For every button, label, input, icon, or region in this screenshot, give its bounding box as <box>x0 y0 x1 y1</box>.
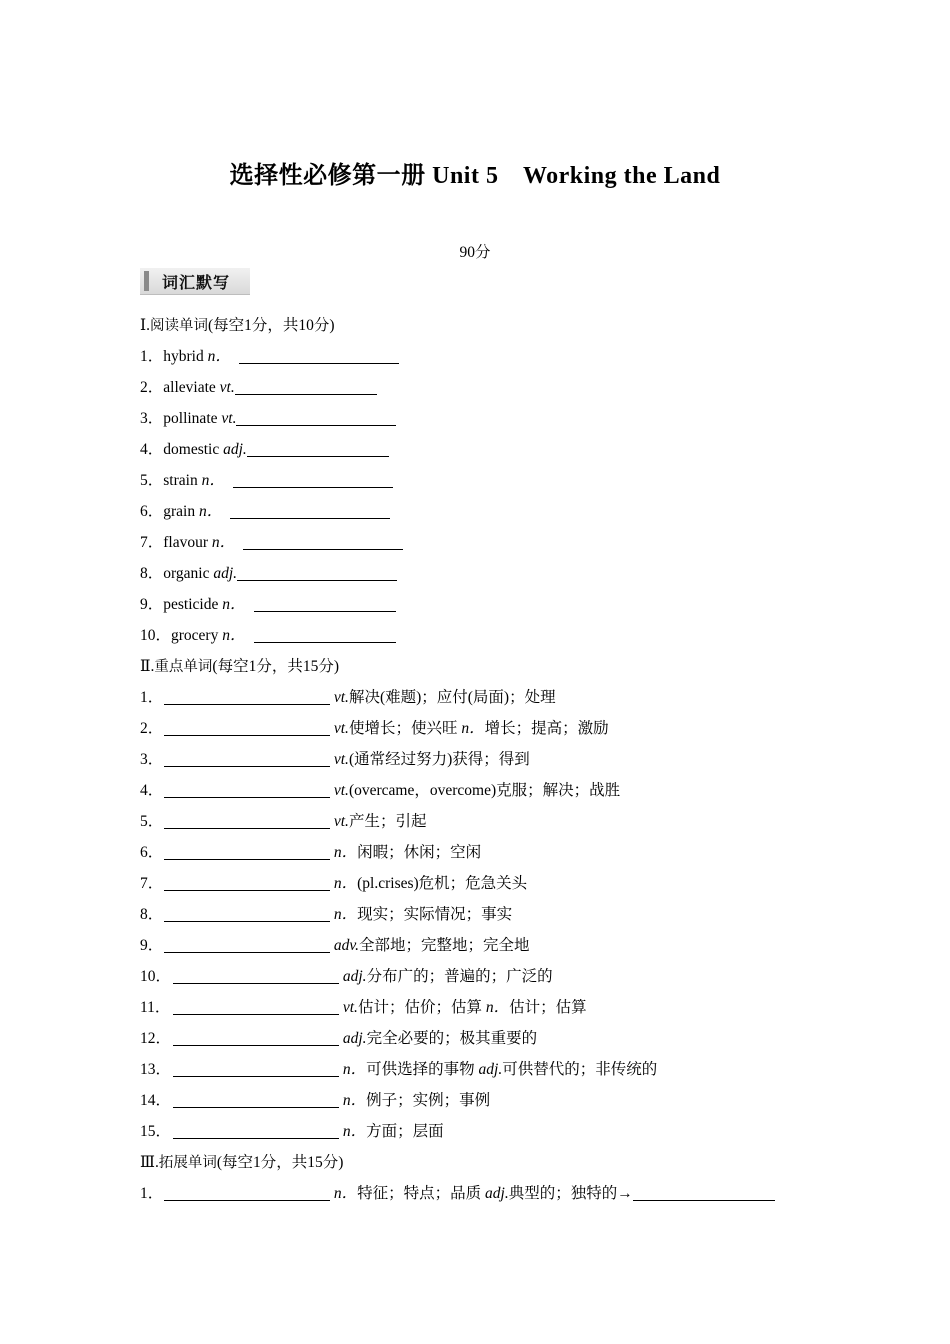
section-header-2 <box>140 651 840 682</box>
answer-blank[interactable] <box>164 749 330 767</box>
item-number: 5． <box>140 813 164 830</box>
item-number: 8． <box>140 906 164 923</box>
list-item <box>140 992 840 1023</box>
answer-blank[interactable] <box>173 966 339 984</box>
answer-blank[interactable] <box>236 408 396 426</box>
item-number: 9． <box>140 596 164 613</box>
list-item <box>140 434 840 465</box>
item-number: 8． <box>140 565 164 582</box>
item-pos-2: n． <box>461 720 485 737</box>
item-meaning: 完全必要的；极其重要的 <box>366 1030 538 1047</box>
item-meaning: 可供选择的事物 <box>366 1061 479 1078</box>
item-number: 2． <box>140 379 164 396</box>
answer-blank[interactable] <box>164 873 330 891</box>
answer-blank[interactable] <box>164 687 330 705</box>
item-meaning-2: 增长；提高；激励 <box>484 720 609 737</box>
item-pos: vt. <box>333 720 349 737</box>
list-item <box>140 868 840 899</box>
item-pos: n． <box>342 1061 367 1078</box>
section-badge <box>140 268 250 295</box>
item-pos: n． <box>333 875 358 892</box>
answer-blank[interactable] <box>173 1090 339 1108</box>
list-item <box>140 837 840 868</box>
section-numeral: Ⅰ. <box>140 317 150 334</box>
list-item <box>140 713 840 744</box>
item-number: 6． <box>140 844 164 861</box>
item-pos-2: adj. <box>485 1185 509 1202</box>
item-meaning: 特征；特点；品质 <box>357 1185 486 1202</box>
list-item <box>140 403 840 434</box>
item-meaning: 例子；实例；事例 <box>366 1092 491 1109</box>
answer-blank[interactable] <box>239 346 399 364</box>
answer-blank[interactable] <box>243 532 403 550</box>
item-number: 3． <box>140 751 164 768</box>
item-number: 7． <box>140 875 164 892</box>
item-pos: n． <box>201 472 225 489</box>
item-pos: n． <box>333 906 358 923</box>
item-pos: vt. <box>333 751 349 768</box>
item-meaning: 解决(难题)；应付(局面)；处理 <box>348 689 556 706</box>
item-pos: n． <box>333 1185 358 1202</box>
item-pos: vt. <box>221 410 237 427</box>
item-meaning: 现实；实际情况；事实 <box>357 906 513 923</box>
exercise-content <box>140 310 840 1209</box>
list-item <box>140 775 840 806</box>
list-item <box>140 465 840 496</box>
item-pos: n． <box>211 534 236 551</box>
item-pos: adj. <box>223 441 247 458</box>
item-word: strain <box>163 472 202 489</box>
answer-blank[interactable] <box>164 935 330 953</box>
list-item <box>140 682 840 713</box>
item-word: flavour <box>163 534 212 551</box>
answer-blank[interactable] <box>237 563 397 581</box>
list-item <box>140 558 840 589</box>
item-number: 6． <box>140 503 164 520</box>
answer-blank[interactable] <box>247 439 389 457</box>
answer-blank[interactable] <box>254 594 396 612</box>
answer-blank[interactable] <box>254 625 396 643</box>
list-item <box>140 496 840 527</box>
list-item <box>140 341 840 372</box>
item-pos: n． <box>222 596 246 613</box>
item-pos: n． <box>199 503 223 520</box>
answer-blank[interactable] <box>164 718 330 736</box>
item-pos: adv. <box>333 937 359 954</box>
item-meaning-2: 典型的；独特的→ <box>508 1185 633 1202</box>
item-number: 15． <box>140 1123 172 1140</box>
section-numeral: Ⅱ. <box>140 658 155 675</box>
list-item <box>140 961 840 992</box>
list-item <box>140 620 840 651</box>
item-meaning: 分布广的；普遍的；广泛的 <box>366 968 553 985</box>
section-name: 阅读单词 <box>150 318 208 334</box>
item-pos-2: adj. <box>478 1061 503 1078</box>
item-number: 5． <box>140 472 164 489</box>
list-item <box>140 1023 840 1054</box>
answer-blank[interactable] <box>233 470 393 488</box>
section-note: (每空1分，共15分) <box>216 1154 344 1171</box>
item-number: 9． <box>140 937 164 954</box>
item-number: 1． <box>140 689 164 706</box>
item-number: 4． <box>140 782 164 799</box>
item-number: 7． <box>140 534 164 551</box>
item-word: pollinate <box>163 410 222 427</box>
item-pos-2: n． <box>485 999 510 1016</box>
item-number: 12． <box>140 1030 172 1047</box>
item-pos: vt. <box>342 999 358 1016</box>
section-name: 重点单词 <box>154 659 213 675</box>
item-pos: n． <box>222 627 246 644</box>
answer-blank[interactable] <box>164 904 330 922</box>
item-word: domestic <box>163 441 224 458</box>
item-meaning: 产生；引起 <box>348 813 427 830</box>
list-item <box>140 589 840 620</box>
list-item <box>140 899 840 930</box>
item-number: 11． <box>140 999 171 1016</box>
section-note: (每空1分，共10分) <box>208 317 335 334</box>
item-word: pesticide <box>163 596 223 613</box>
item-meaning: (通常经过努力)获得；得到 <box>348 751 530 768</box>
answer-blank[interactable] <box>164 780 330 798</box>
item-number: 10． <box>140 968 172 985</box>
item-pos: adj. <box>342 1030 367 1047</box>
answer-blank[interactable] <box>235 377 377 395</box>
item-word: grocery <box>171 627 223 644</box>
list-item <box>140 930 840 961</box>
item-pos: vt. <box>219 379 235 396</box>
section-name: 拓展单词 <box>158 1155 217 1171</box>
answer-blank[interactable] <box>164 1183 330 1201</box>
answer-blank[interactable] <box>164 811 330 829</box>
item-pos: n． <box>342 1123 367 1140</box>
page-title: 选择性必修第一册 Unit 5 Working the Land <box>229 163 721 189</box>
item-word: hybrid <box>163 348 208 365</box>
section-header-3 <box>140 1147 840 1178</box>
item-meaning: 使增长；使兴旺 <box>348 720 462 737</box>
item-pos: adj. <box>213 565 238 582</box>
answer-blank[interactable] <box>164 842 330 860</box>
item-number: 1． <box>140 348 164 365</box>
answer-blank[interactable] <box>173 997 339 1015</box>
item-pos: vt. <box>333 813 349 830</box>
item-pos: vt. <box>333 782 349 799</box>
item-pos: vt. <box>333 689 349 706</box>
item-word: grain <box>163 503 199 520</box>
section-header-1 <box>140 310 840 341</box>
total-score: 90分 <box>459 244 491 261</box>
item-meaning: 全部地；完整地；完全地 <box>358 937 530 954</box>
item-number: 3． <box>140 410 164 427</box>
item-pos: n． <box>342 1092 367 1109</box>
item-meaning-2: 估计；估算 <box>509 999 587 1016</box>
item-pos: adj. <box>342 968 367 985</box>
answer-blank[interactable] <box>173 1028 339 1046</box>
answer-blank[interactable] <box>173 1059 339 1077</box>
list-item <box>140 372 840 403</box>
answer-blank[interactable] <box>230 501 390 519</box>
answer-blank[interactable] <box>173 1121 339 1139</box>
item-number: 13． <box>140 1061 172 1078</box>
list-item <box>140 1085 840 1116</box>
badge-bar-decoration <box>144 271 149 291</box>
item-meaning: 估计；估价；估算 <box>357 999 486 1016</box>
item-pos: n． <box>333 844 358 861</box>
item-number: 4． <box>140 441 164 458</box>
item-number: 2． <box>140 720 164 737</box>
list-item <box>140 527 840 558</box>
item-meaning: 闲暇；休闲；空闲 <box>357 844 482 861</box>
item-meaning: (pl.crises)危机；危急关头 <box>357 875 528 892</box>
item-number: 14． <box>140 1092 172 1109</box>
section-badge-label: 词汇默写 <box>162 273 231 292</box>
item-number: 10． <box>140 627 172 644</box>
item-meaning-2: 可供替代的；非传统的 <box>502 1061 658 1078</box>
item-pos: n． <box>207 348 231 365</box>
item-word: alleviate <box>163 379 220 396</box>
item-meaning: 方面；层面 <box>366 1123 444 1140</box>
list-item <box>140 744 840 775</box>
item-meaning: (overcame，overcome)克服；解决；战胜 <box>348 782 621 799</box>
section-numeral: Ⅲ. <box>140 1154 159 1171</box>
list-item <box>140 1116 840 1147</box>
list-item <box>140 806 840 837</box>
item-word: organic <box>163 565 214 582</box>
list-item <box>140 1178 840 1209</box>
section-note: (每空1分，共15分) <box>212 658 339 675</box>
list-item <box>140 1054 840 1085</box>
item-number: 1． <box>140 1185 164 1202</box>
answer-blank[interactable] <box>633 1183 775 1201</box>
